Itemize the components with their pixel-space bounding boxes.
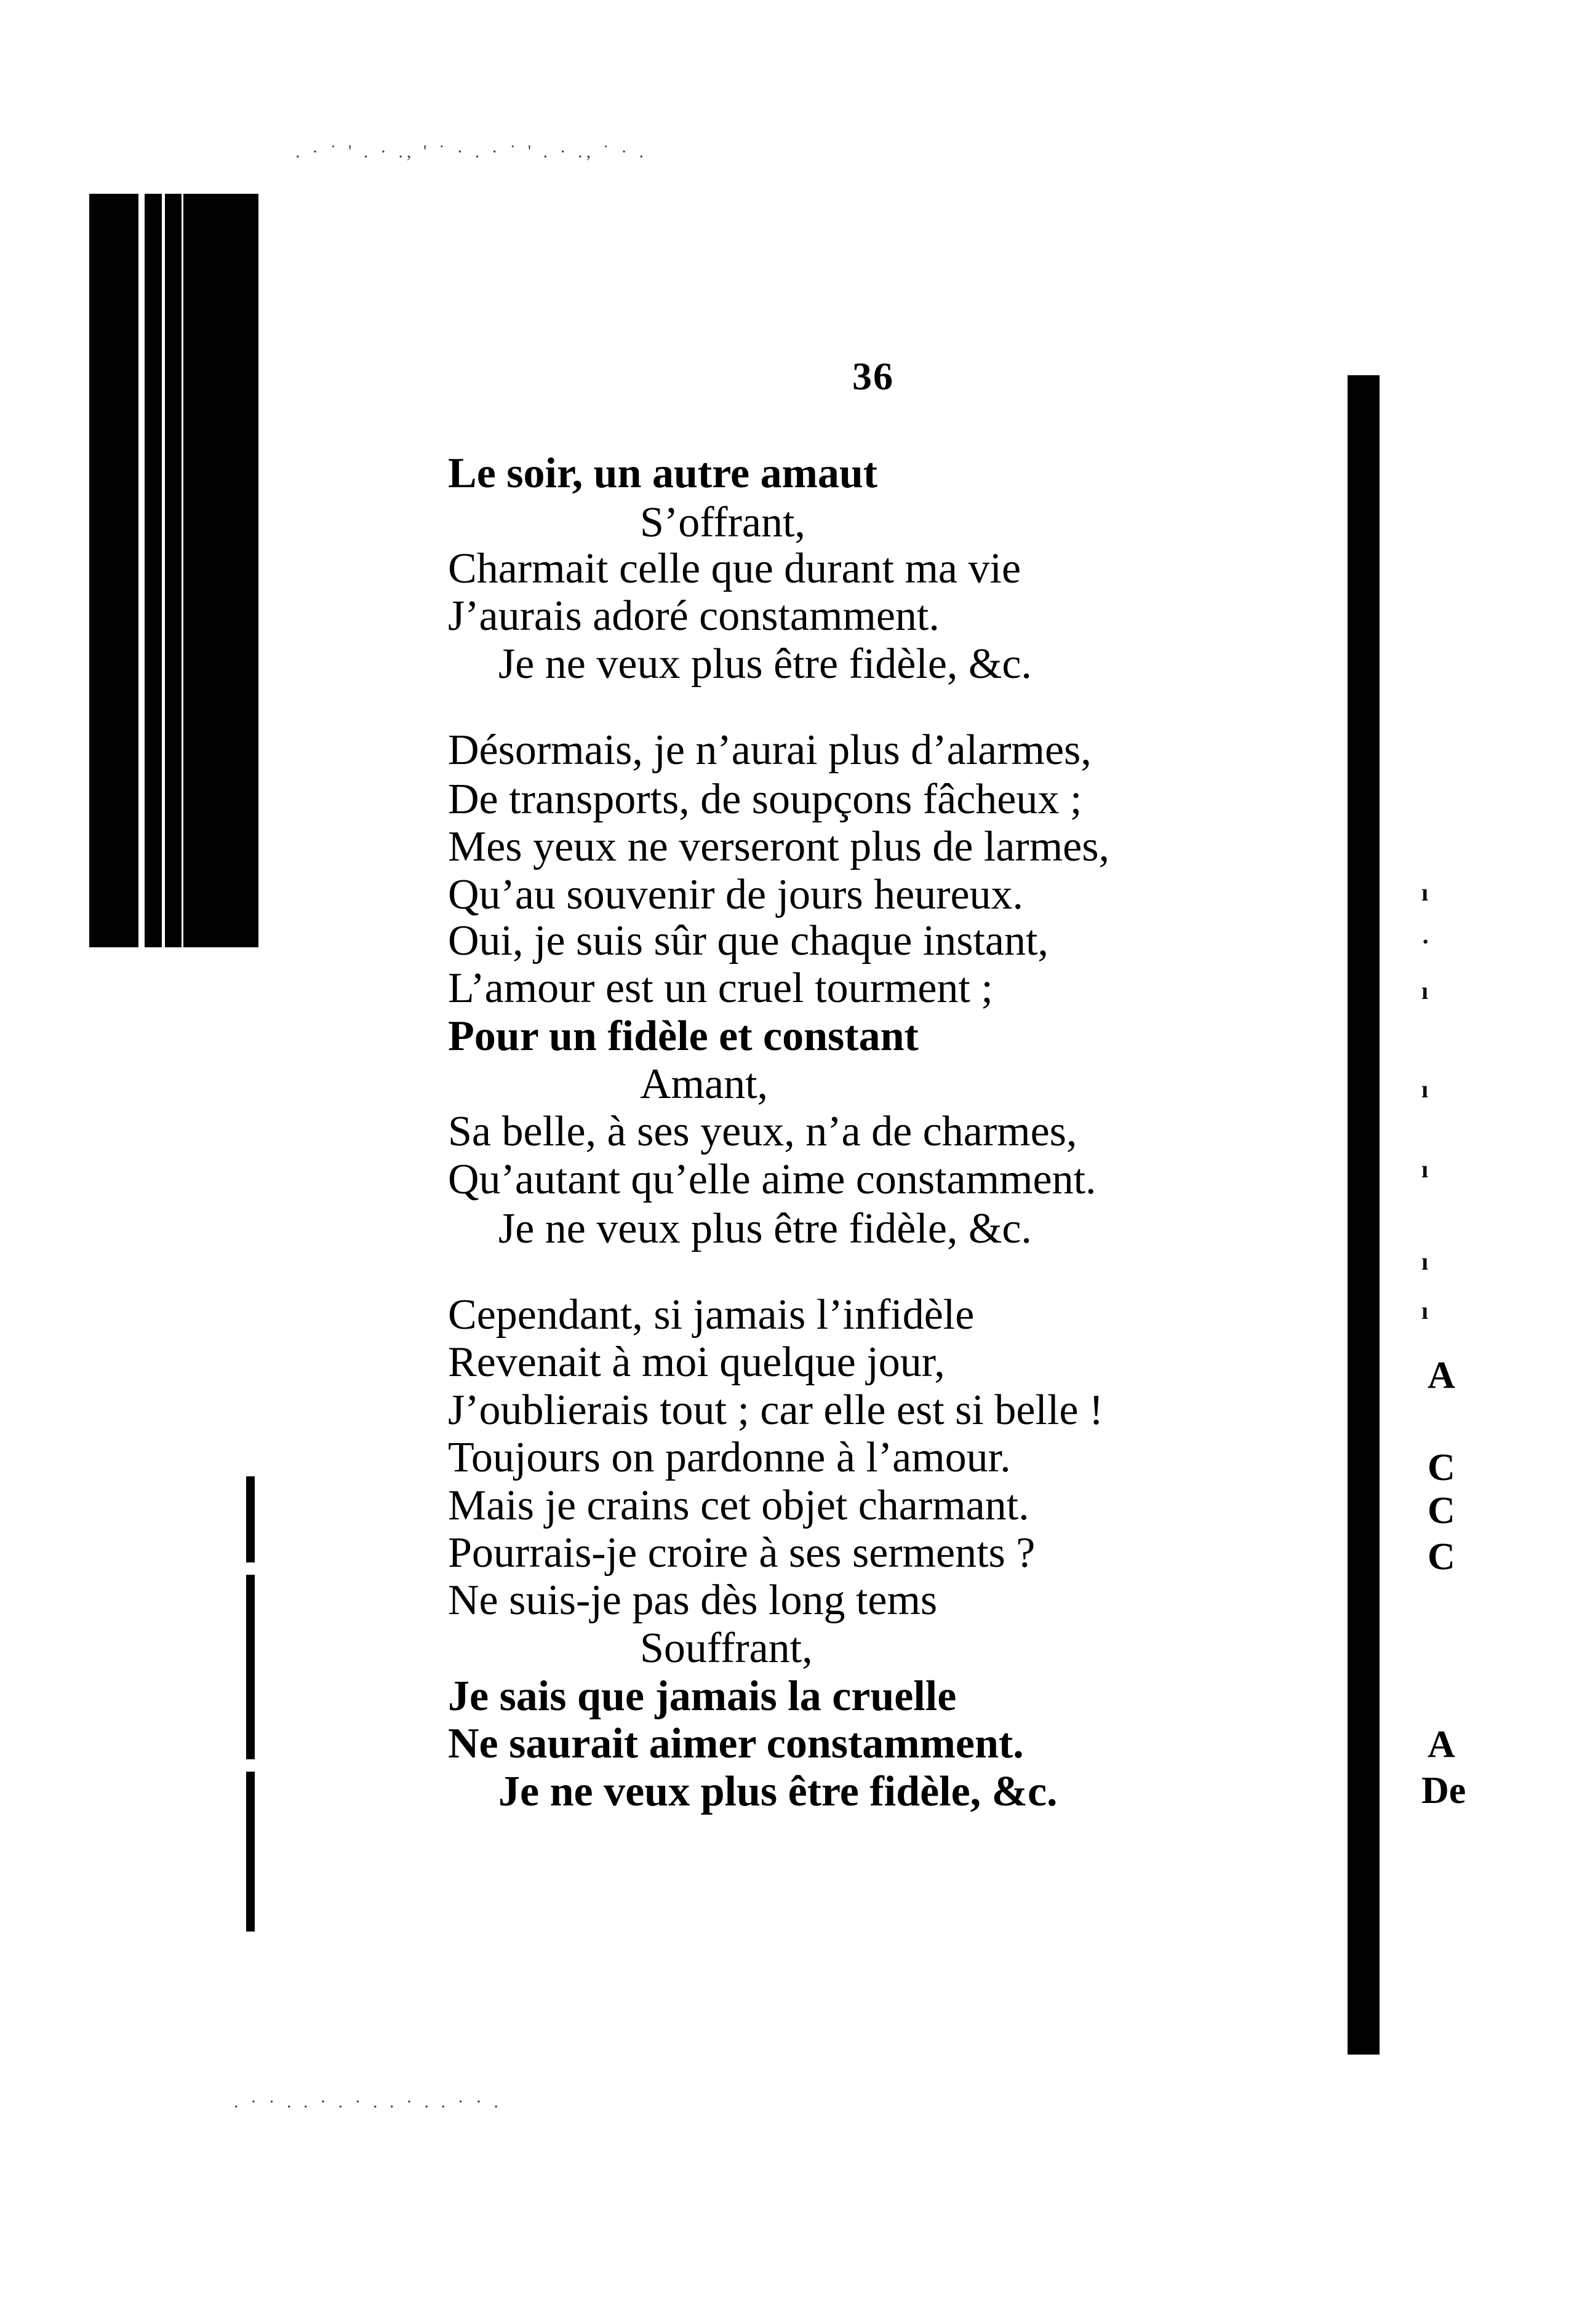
poem-line: Ne saurait aimer constamment. (448, 1720, 1024, 1767)
poem-line: Sa belle, à ses yeux, n’a de charmes, (448, 1108, 1077, 1155)
poem-line: Qu’au souvenir de jours heureux. (448, 871, 1024, 918)
scan-noise-bottom: . · · . . · . · . . · . . · · . (234, 2091, 502, 2112)
margin-letter: C (1428, 1447, 1455, 1489)
poem-line: Je ne veux plus être fidèle, &c. (498, 1205, 1032, 1252)
poem-line: Je sais que jamais la cruelle (448, 1673, 957, 1720)
poem-line: Souffrant, (640, 1625, 813, 1672)
margin-letter: De (1421, 1770, 1466, 1812)
poem-line: Mes yeux ne verseront plus de larmes, (448, 823, 1109, 870)
scan-noise-top: . · ˙ ' . · ., ' ˙ · . · ˙ ' . · ., ˙ · . (295, 141, 648, 162)
margin-mark: ı (1421, 977, 1429, 1005)
margin-letters (1409, 873, 1501, 1833)
poem-line: Mais je crains cet objet charmant. (448, 1482, 1029, 1529)
left-margin-mark (246, 1575, 255, 1759)
poem-line: Revenait à moi quelque jour, (448, 1339, 945, 1386)
left-margin-mark (246, 1476, 255, 1562)
poem-line: De transports, de soupçons fâcheux ; (448, 776, 1082, 823)
margin-mark: ı (1421, 1297, 1429, 1324)
poem-line: Pour un fidèle et constant (448, 1013, 919, 1060)
margin-letter: A (1428, 1355, 1455, 1396)
poem-line: Ne suis-je pas dès long tems (448, 1577, 938, 1624)
margin-mark: ı (1421, 1075, 1429, 1103)
page-number: 36 (852, 354, 894, 398)
poem-line: Oui, je suis sûr que chaque instant, (448, 917, 1049, 965)
margin-mark: ı (1421, 1248, 1429, 1275)
poem-line: Pourrais-je croire à ses serments ? (448, 1529, 1036, 1577)
scan-border-left (89, 194, 258, 947)
poem-line: Cependant, si jamais l’infidèle (448, 1291, 975, 1339)
left-margin-mark (246, 1772, 255, 1932)
poem-line: J’oublierais tout ; car elle est si belle ! (448, 1387, 1104, 1434)
poem-line: S’offrant, (640, 499, 805, 546)
margin-mark: · (1421, 928, 1430, 955)
poem-line: Désormais, je n’aurai plus d’alarmes, (448, 726, 1092, 774)
margin-letter: C (1428, 1536, 1455, 1578)
margin-letter: C (1428, 1490, 1455, 1532)
poem-line: L’amour est un cruel tourment ; (448, 965, 993, 1012)
poem-line: Toujours on pardonne à l’amour. (448, 1434, 1011, 1481)
scan-border-right (1348, 375, 1380, 2055)
poem-line: Je ne veux plus être fidèle, &c. (498, 640, 1032, 688)
poem-line: Qu’autant qu’elle aime constamment. (448, 1156, 1097, 1203)
poem-line: Le soir, un autre amaut (448, 450, 878, 497)
poem-line: Je ne veux plus être fidèle, &c. (498, 1768, 1058, 1815)
poem-line: Charmait celle que durant ma vie (448, 545, 1021, 592)
margin-mark: ı (1421, 878, 1429, 906)
margin-letter: A (1428, 1724, 1455, 1765)
poem-line: J’aurais adoré constamment. (448, 592, 940, 640)
poem-line: Amant, (640, 1061, 769, 1108)
margin-mark: ı (1421, 1155, 1429, 1183)
